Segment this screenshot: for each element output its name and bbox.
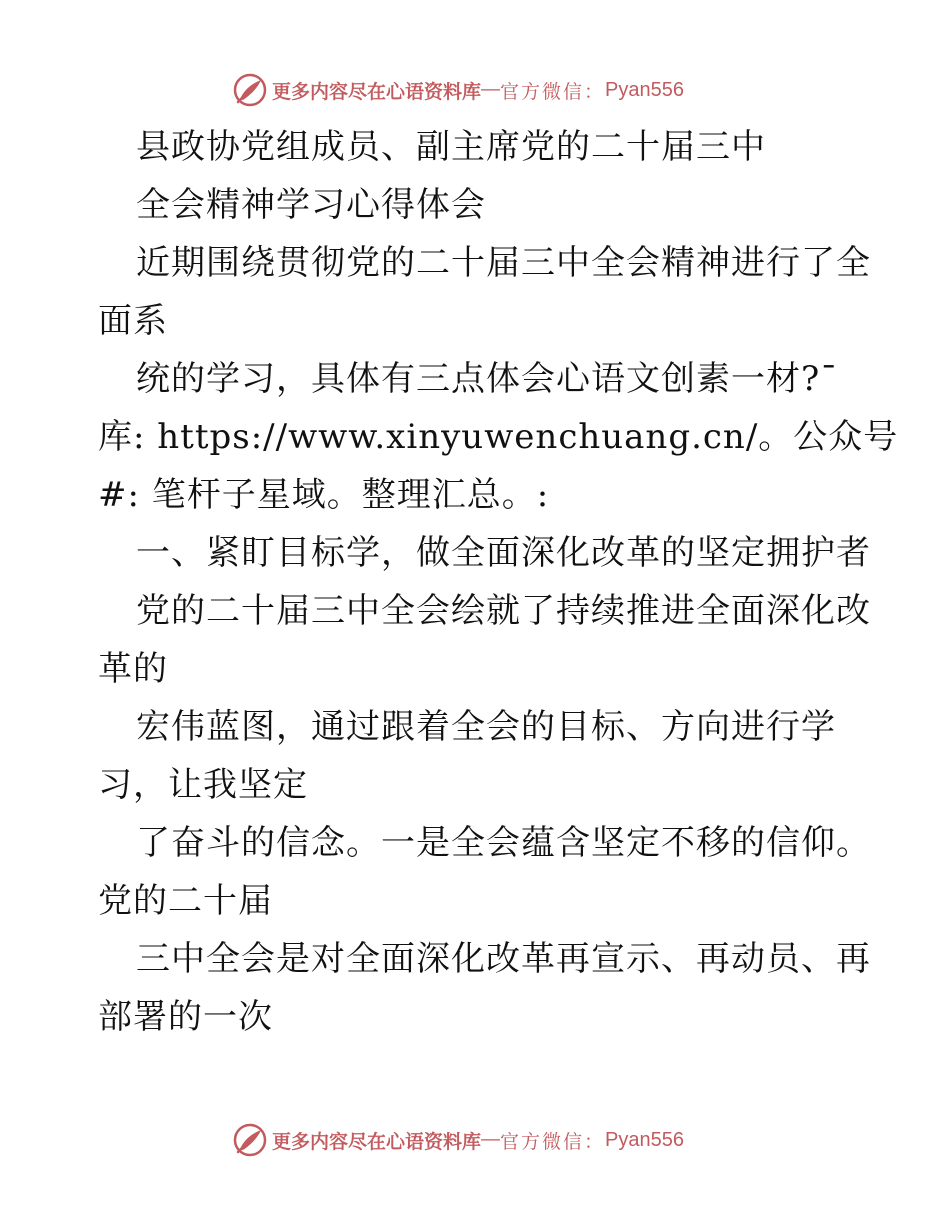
paragraph-line: 了奋斗的信念。一是全会蕴含坚定不移的信仰。 — [136, 823, 871, 863]
title-line-1: 县政协党组成员、副主席党的二十届三中 — [136, 127, 766, 167]
banner-wechat-id: Pyan556 — [605, 1128, 684, 1151]
header-banner — [232, 70, 752, 110]
banner-lead-text: 更多内容尽在心语资料库 — [272, 80, 482, 103]
paragraph-line: 三中全会是对全面深化改革再宣示、再动员、再 — [136, 939, 871, 979]
banner-lead-text: 更多内容尽在心语资料库 — [272, 1130, 482, 1153]
paragraph-line: 近期围绕贯彻党的二十届三中全会精神进行了全 — [136, 243, 871, 283]
banner-separator: — — [481, 1129, 501, 1150]
banner-wechat-label: 官方微信： — [500, 1130, 606, 1153]
footer-banner — [232, 1120, 752, 1160]
paragraph-line: 面系 — [98, 301, 168, 341]
banner-wechat-label: 官方微信： — [500, 80, 606, 103]
paragraph-line: #: 笔杆子星域。整理汇总。: — [98, 475, 550, 515]
banner-separator: — — [481, 79, 501, 100]
paragraph-line: 习，让我坚定 — [98, 765, 308, 805]
pen-logo-icon — [232, 1122, 268, 1158]
paragraph-line: 党的二十届 — [98, 881, 273, 921]
title-line-2: 全会精神学习心得体会 — [136, 185, 486, 225]
pen-logo-icon — [232, 72, 268, 108]
banner-wechat-id: Pyan556 — [605, 78, 684, 101]
paragraph-line: 部署的一次 — [98, 997, 273, 1037]
section-heading: 一、紧盯目标学，做全面深化改革的坚定拥护者 — [136, 533, 871, 573]
paragraph-line: 统的学习，具体有三点体会心语文创素一材?¯ — [136, 359, 839, 399]
paragraph-line: 党的二十届三中全会绘就了持续推进全面深化改 — [136, 591, 871, 631]
paragraph-line: 宏伟蓝图，通过跟着全会的目标、方向进行学 — [136, 707, 836, 747]
paragraph-line: 库: https://www.xinyuwenchuang.cn/。公众号 — [98, 417, 899, 457]
paragraph-line: 革的 — [98, 649, 168, 689]
